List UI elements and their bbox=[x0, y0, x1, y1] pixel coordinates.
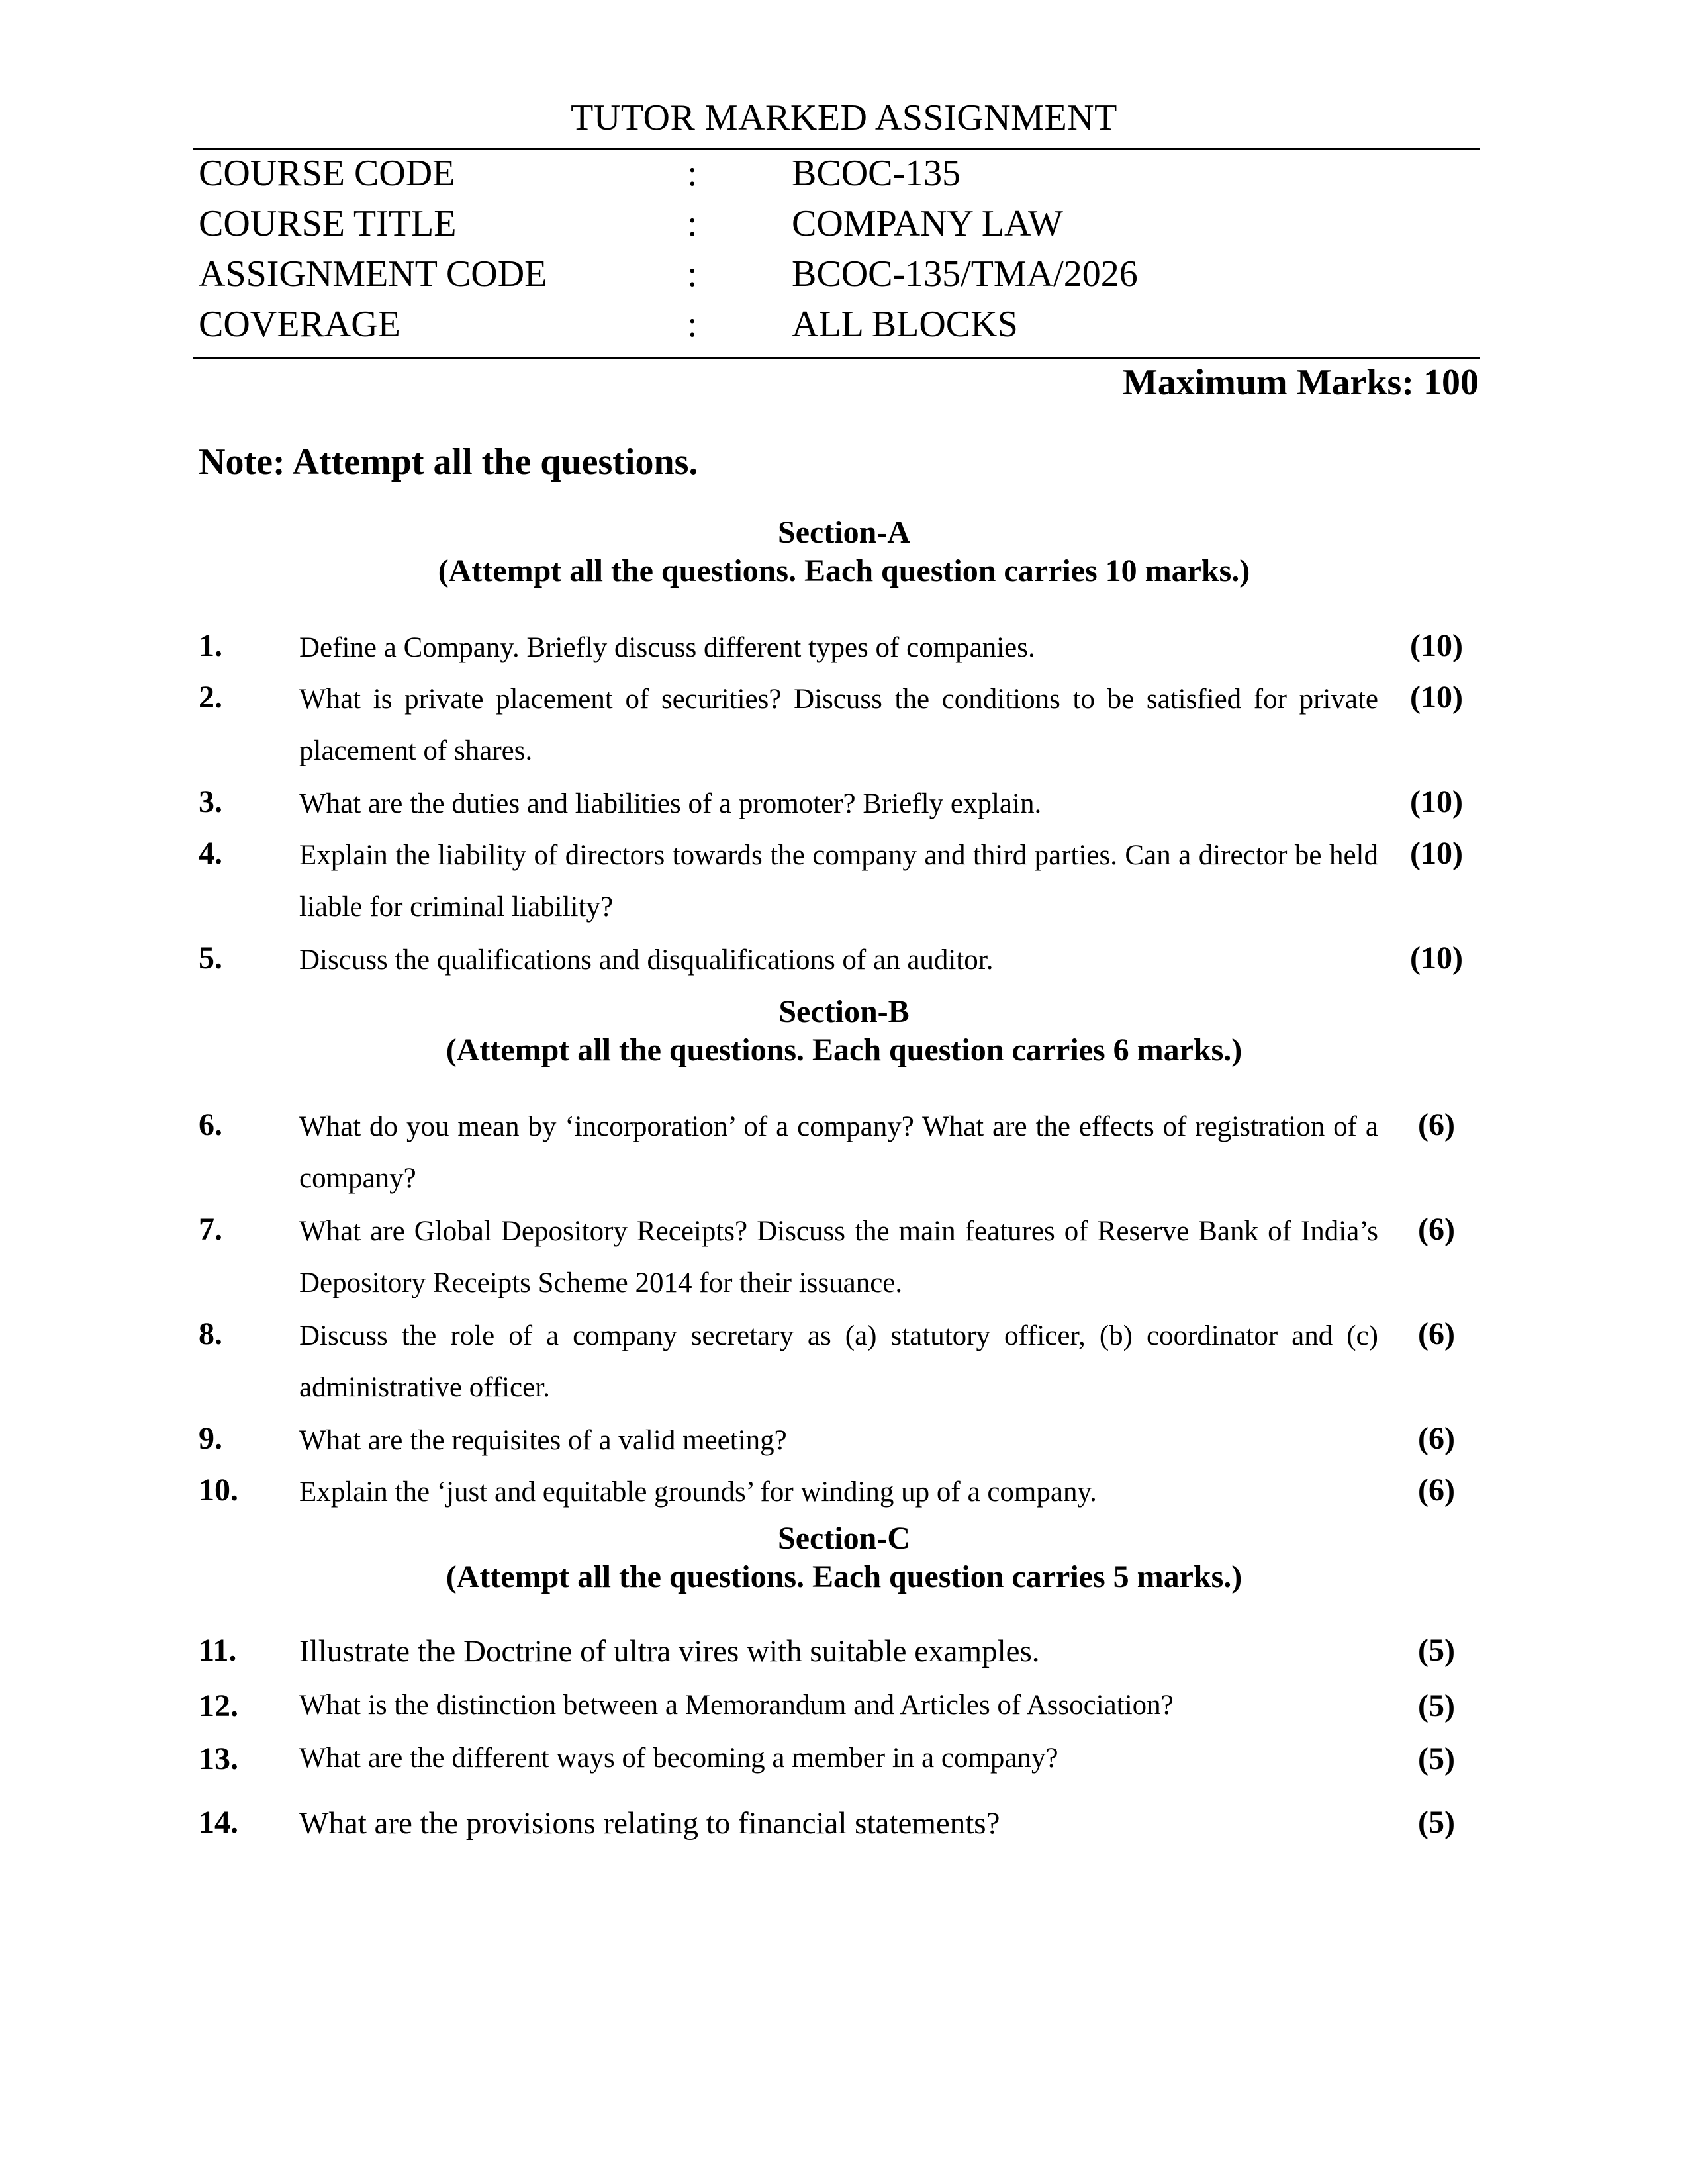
question-number: 14. bbox=[199, 1805, 238, 1840]
question-marks: (6) bbox=[1418, 1316, 1455, 1351]
question-text: Explain the liability of directors towards the company and third parties. Can a director be held liable for criminal liability? bbox=[299, 840, 1378, 923]
meta-row-course-title bbox=[199, 203, 1456, 249]
meta-label: ASSIGNMENT CODE bbox=[199, 253, 547, 295]
meta-value: BCOC-135 bbox=[792, 153, 961, 194]
question-marks: (5) bbox=[1418, 1805, 1455, 1840]
question-marks: (6) bbox=[1418, 1107, 1455, 1142]
maximum-marks: Maximum Marks: 100 bbox=[1122, 362, 1479, 403]
question-number: 7. bbox=[199, 1212, 222, 1247]
meta-label: COVERAGE bbox=[199, 304, 400, 345]
question-marks: (5) bbox=[1418, 1633, 1455, 1668]
question-text: Illustrate the Doctrine of ultra vires with suitable examples. bbox=[299, 1634, 1040, 1668]
header-bottom-rule bbox=[193, 357, 1480, 359]
section-instruction: (Attempt all the questions. Each question carries 6 marks.) bbox=[445, 1032, 1243, 1068]
meta-separator: : bbox=[687, 253, 698, 295]
meta-value: BCOC-135/TMA/2026 bbox=[792, 253, 1138, 295]
question-text: Discuss the role of a company secretary as (a) statutory officer, (b) coordinator and (c) administrative officer. bbox=[299, 1320, 1378, 1403]
question-text: What are Global Depository Receipts? Discuss the main features of Reserve Bank of India’s Depository Receipts Scheme 2014 for their issuance. bbox=[299, 1216, 1378, 1298]
meta-row-assignment-code bbox=[199, 253, 1456, 299]
section-title: Section-C bbox=[778, 1521, 910, 1556]
meta-row-coverage bbox=[199, 303, 1456, 349]
question-number: 3. bbox=[199, 784, 222, 819]
question-text: What are the duties and liabilities of a promoter? Briefly explain. bbox=[299, 788, 1042, 819]
question-text: What is the distinction between a Memorandum and Articles of Association? bbox=[299, 1690, 1174, 1721]
question-marks: (10) bbox=[1410, 940, 1463, 976]
question-marks: (10) bbox=[1410, 628, 1463, 663]
general-note: Note: Attempt all the questions. bbox=[199, 441, 698, 482]
question-number: 1. bbox=[199, 628, 222, 663]
question-number: 4. bbox=[199, 836, 222, 871]
section-instruction: (Attempt all the questions. Each question carries 10 marks.) bbox=[438, 553, 1250, 588]
question-number: 2. bbox=[199, 680, 222, 715]
question-number: 11. bbox=[199, 1633, 237, 1668]
question-number: 9. bbox=[199, 1421, 222, 1456]
section-title: Section-A bbox=[778, 515, 910, 550]
section-instruction: (Attempt all the questions. Each question carries 5 marks.) bbox=[445, 1559, 1243, 1594]
section-a-heading bbox=[0, 514, 1688, 590]
question-number: 5. bbox=[199, 940, 222, 976]
question-text: Define a Company. Briefly discuss different types of companies. bbox=[299, 632, 1035, 663]
question-text: What is private placement of securities? Discuss the conditions to be satisfied for private placement of shares. bbox=[299, 684, 1378, 766]
question-number: 12. bbox=[199, 1688, 238, 1723]
meta-row-course-code bbox=[199, 152, 1456, 199]
meta-separator: : bbox=[687, 304, 698, 345]
question-marks: (10) bbox=[1410, 680, 1463, 715]
question-marks: (5) bbox=[1418, 1688, 1455, 1723]
question-text: Discuss the qualifications and disqualifications of an auditor. bbox=[299, 944, 994, 976]
document-title: TUTOR MARKED ASSIGNMENT bbox=[571, 97, 1117, 138]
meta-label: COURSE CODE bbox=[199, 153, 455, 194]
question-marks: (6) bbox=[1418, 1473, 1455, 1508]
section-title: Section-B bbox=[778, 994, 910, 1029]
question-number: 10. bbox=[199, 1473, 238, 1508]
question-marks: (10) bbox=[1410, 784, 1463, 819]
section-c-heading bbox=[0, 1520, 1688, 1596]
question-text: What are the different ways of becoming a member in a company? bbox=[299, 1743, 1058, 1774]
question-marks: (10) bbox=[1410, 836, 1463, 871]
question-marks: (6) bbox=[1418, 1421, 1455, 1456]
question-number: 13. bbox=[199, 1741, 238, 1776]
question-marks: (6) bbox=[1418, 1212, 1455, 1247]
question-text: What are the requisites of a valid meeting? bbox=[299, 1425, 787, 1456]
question-text: What do you mean by ‘incorporation’ of a company? What are the effects of registration of a company? bbox=[299, 1111, 1378, 1194]
meta-separator: : bbox=[687, 153, 698, 194]
section-b-heading bbox=[0, 993, 1688, 1069]
meta-value: COMPANY LAW bbox=[792, 203, 1063, 244]
meta-separator: : bbox=[687, 203, 698, 244]
question-marks: (5) bbox=[1418, 1741, 1455, 1776]
question-number: 8. bbox=[199, 1316, 222, 1351]
question-number: 6. bbox=[199, 1107, 222, 1142]
question-text: What are the provisions relating to financial statements? bbox=[299, 1806, 1000, 1841]
meta-value: ALL BLOCKS bbox=[792, 304, 1018, 345]
header-top-rule bbox=[193, 148, 1480, 150]
meta-label: COURSE TITLE bbox=[199, 203, 457, 244]
question-text: Explain the ‘just and equitable grounds’ for winding up of a company. bbox=[299, 1477, 1097, 1508]
